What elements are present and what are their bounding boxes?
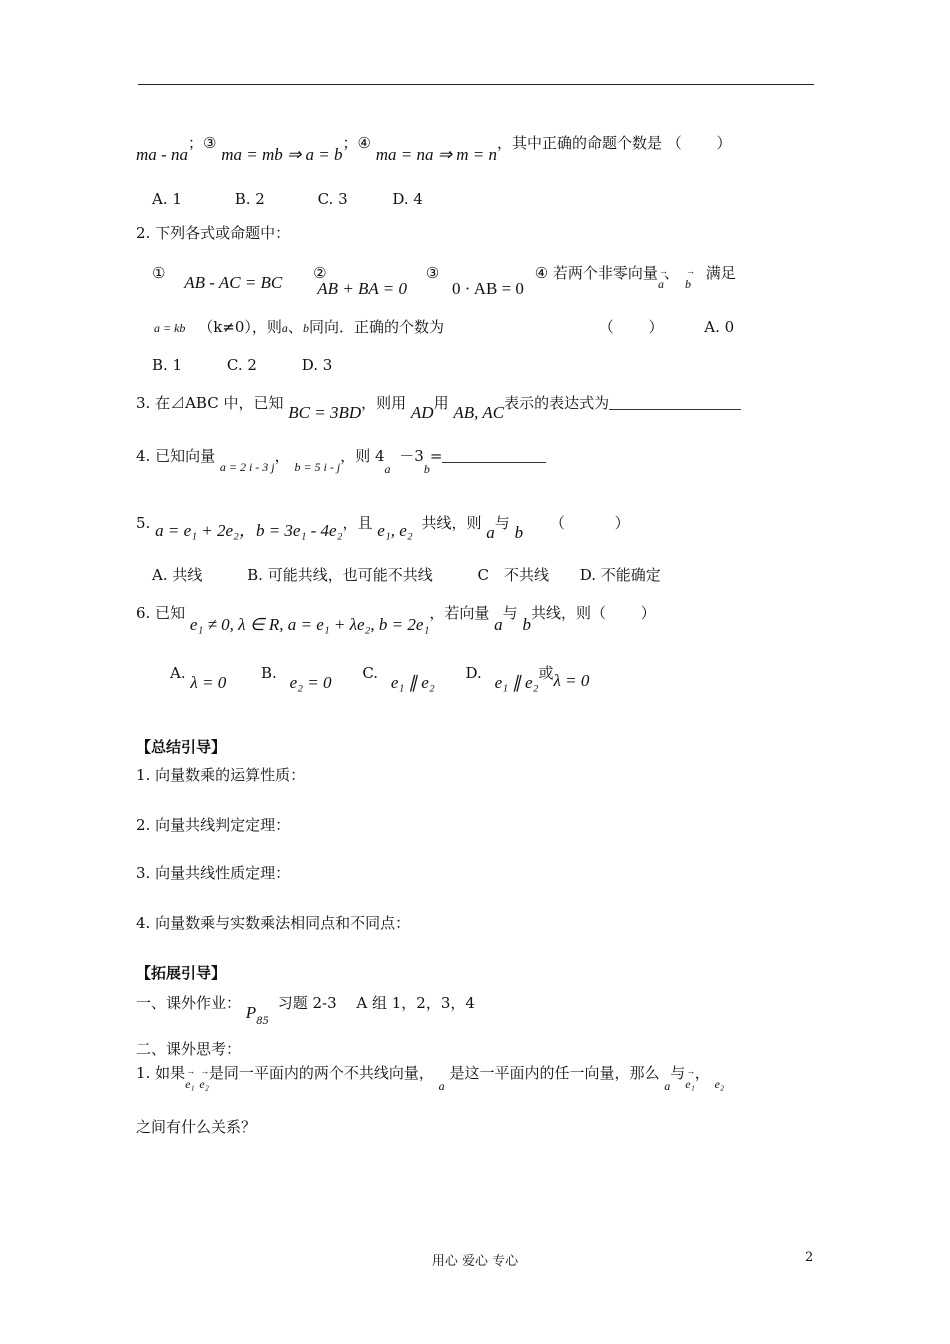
vector-e2: → e₂ (199, 1078, 209, 1090)
vector-a: a (664, 1079, 671, 1093)
think-yu: 与 (670, 1064, 686, 1082)
q4-eq: = (429, 447, 443, 465)
q6-mid: ，若向量 (429, 604, 490, 622)
vector-b: b (522, 615, 531, 634)
q2-option-a: A. 0 (704, 318, 735, 336)
q1-sep: ； (342, 134, 358, 152)
vector-a: a (438, 1079, 445, 1093)
q6-option-b: e₂ = 0 (289, 673, 332, 692)
q1-num4: ④ (357, 134, 371, 152)
q5-expr1: a = e₁ + 2e₂，b = 3e₁ - 4e₂ (155, 521, 343, 540)
vector-b: → b (685, 278, 691, 290)
q2-manzu: 满足 (705, 264, 736, 282)
q6-options (170, 664, 590, 692)
summary-item-2: 2. 向量共线判定定理： (136, 816, 291, 834)
answer-blank[interactable] (442, 448, 546, 463)
q1-sep: ； (187, 134, 203, 152)
q2-num2: ② (313, 264, 327, 282)
q5-options (152, 568, 661, 583)
think-question (136, 1064, 725, 1093)
q1-tail: ，其中正确的命题个数是 （ ） (496, 134, 732, 152)
q1-num3: ③ (202, 134, 217, 152)
think-label: 二、课外思考： (136, 1040, 242, 1058)
q2-num4: ④ 若两个非零向量 (534, 264, 658, 282)
q2-answer-paren: （ ） (598, 318, 664, 336)
page-number: 2 (805, 1250, 814, 1265)
q2-line1 (152, 264, 736, 298)
homework-label: 一、课外作业： (136, 994, 242, 1012)
q6 (136, 604, 656, 634)
vector-a: a (494, 615, 503, 634)
vector-e2: e₂ (714, 1077, 725, 1091)
q3-pre: 3. 在⊿ABC 中，已知 (136, 394, 284, 412)
q3-expr2: AD (410, 403, 434, 422)
q2-dun: 、 (663, 264, 679, 282)
think-q-mid2: 是这一平面内的任一向量，那么 (449, 1064, 660, 1082)
q1-option-c: C. 3 (317, 190, 348, 208)
q1-continuation (136, 134, 732, 164)
q2-expr3: 0 · AB = 0 (452, 279, 524, 298)
vector-a: → a (658, 278, 664, 290)
q5-yu: 与 (494, 514, 510, 532)
q2-expr1: AB - AC = BC (184, 273, 283, 292)
footer-text: 用心 爱心 专心 (431, 1254, 519, 1269)
q6-option-d-label: D. (465, 664, 482, 682)
q6-post: 共线，则（ ） (530, 604, 656, 622)
q2-cond-end: 同向．正确的个数为 (308, 318, 444, 336)
q2-option-b: B. 1 (152, 356, 183, 374)
q5-option-d: D. 不能确定 (579, 566, 661, 584)
q6-yu: 与 (502, 604, 518, 622)
q6-option-d: e₁ ∥ e₂ (494, 673, 539, 692)
q4-a-def: a = 2 i - 3 j (219, 460, 275, 474)
q2-num1: ① (152, 264, 166, 282)
q5-mid: ，且 (342, 514, 373, 532)
q4-mid: ，则 4 (340, 447, 385, 465)
q6-huo: 或 (538, 664, 554, 682)
q2-stem: 2. 下列各式或命题中： (136, 224, 291, 242)
q1-option-b: B. 2 (234, 190, 265, 208)
summary-item-4: 4. 向量数乘与实数乘法相同点和不同点： (136, 914, 411, 932)
q3-expr3: AB, AC (453, 403, 505, 422)
q2-options (152, 358, 332, 373)
think-q-pre: 1. 如果 (136, 1064, 186, 1082)
q3-yong: 用 (433, 394, 449, 412)
q5-gx: 共线，则 (421, 514, 482, 532)
vector-a: a (384, 462, 391, 476)
q2-cond-tail: （k≠0），则 (198, 318, 282, 336)
summary-item-3: 3. 向量共线性质定理： (136, 864, 291, 882)
q5-answer-paren: （ ） (549, 514, 630, 532)
summary-heading: 【总结引导】 (136, 738, 227, 756)
q6-option-b-label: B. (261, 664, 277, 682)
vector-a: a (281, 321, 288, 335)
q2-expr2: AB + BA = 0 (317, 279, 407, 298)
think-question-end: 之间有什么关系？ (136, 1118, 257, 1136)
q5-option-a: A. 共线 (152, 566, 203, 584)
extend-heading: 【拓展引导】 (136, 964, 227, 982)
q6-condition: e₁ ≠ 0, λ ∈ R, a = e₁ + λe₂, b = 2e₁ (189, 615, 430, 634)
vector-e1: → e₁ (685, 1078, 695, 1090)
q2-line2 (154, 320, 734, 335)
q4-b-def: b = 5 i - j (294, 460, 341, 474)
q2-option-c: C. 2 (226, 356, 257, 374)
q1-expr-a: ma - na (136, 145, 188, 164)
think-comma: ， (694, 1064, 710, 1082)
header-rule (138, 84, 814, 85)
q1-expr-b: ma = mb ⇒ a = b (221, 145, 343, 164)
page-ref: P (245, 1003, 257, 1022)
vector-b: b (423, 462, 430, 476)
summary-item-1: 1. 向量数乘的运算性质： (136, 766, 306, 784)
q4-pre: 4. 已知向量 (136, 447, 216, 465)
q1-expr-c: ma = na ⇒ m = n (375, 145, 497, 164)
q6-option-d2: λ = 0 (553, 671, 590, 690)
q3-mid: ，则用 (361, 394, 407, 412)
q2-dun: 、 (287, 318, 303, 336)
page-ref-number: 85 (256, 1016, 269, 1027)
q4-minus: －3 (399, 447, 424, 465)
q1-options (152, 192, 423, 207)
q3 (136, 394, 741, 422)
homework-text: 习题 2-3 A 组 1，2，3，4 (277, 994, 475, 1012)
homework (136, 994, 475, 1027)
q6-option-a-label: A. (170, 664, 186, 682)
q3-post: 表示的表达式为 (504, 394, 610, 412)
q5 (136, 514, 630, 542)
q3-expr1: BC = 3BD (288, 403, 362, 422)
q5-num: 5. (136, 514, 151, 532)
vector-b: b (514, 523, 524, 542)
q1-option-a: A. 1 (152, 190, 182, 208)
q4-comma: ， (274, 447, 290, 465)
q2-condition: a = kb (154, 321, 186, 335)
q5-option-c: C 不共线 (477, 566, 549, 584)
vector-b: b (302, 321, 309, 335)
q6-option-c: e₁ ∥ e₂ (390, 673, 435, 692)
q1-option-d: D. 4 (392, 190, 423, 208)
q2-num3: ③ (425, 264, 440, 282)
q6-option-a: λ = 0 (190, 673, 227, 692)
q6-option-c-label: C. (362, 664, 379, 682)
q5-option-b: B. 可能共线，也可能不共线 (247, 566, 433, 584)
q5-expr2: e₁, e₂ (377, 521, 413, 540)
q6-pre: 6. 已知 (136, 604, 186, 622)
q4 (136, 447, 546, 476)
answer-blank[interactable] (609, 395, 741, 410)
think-q-mid: 是同一平面内的两个不共线向量， (208, 1064, 434, 1082)
q2-option-d: D. 3 (301, 356, 333, 374)
vector-e1: → e₁ (185, 1078, 195, 1090)
vector-a: a (486, 523, 495, 542)
